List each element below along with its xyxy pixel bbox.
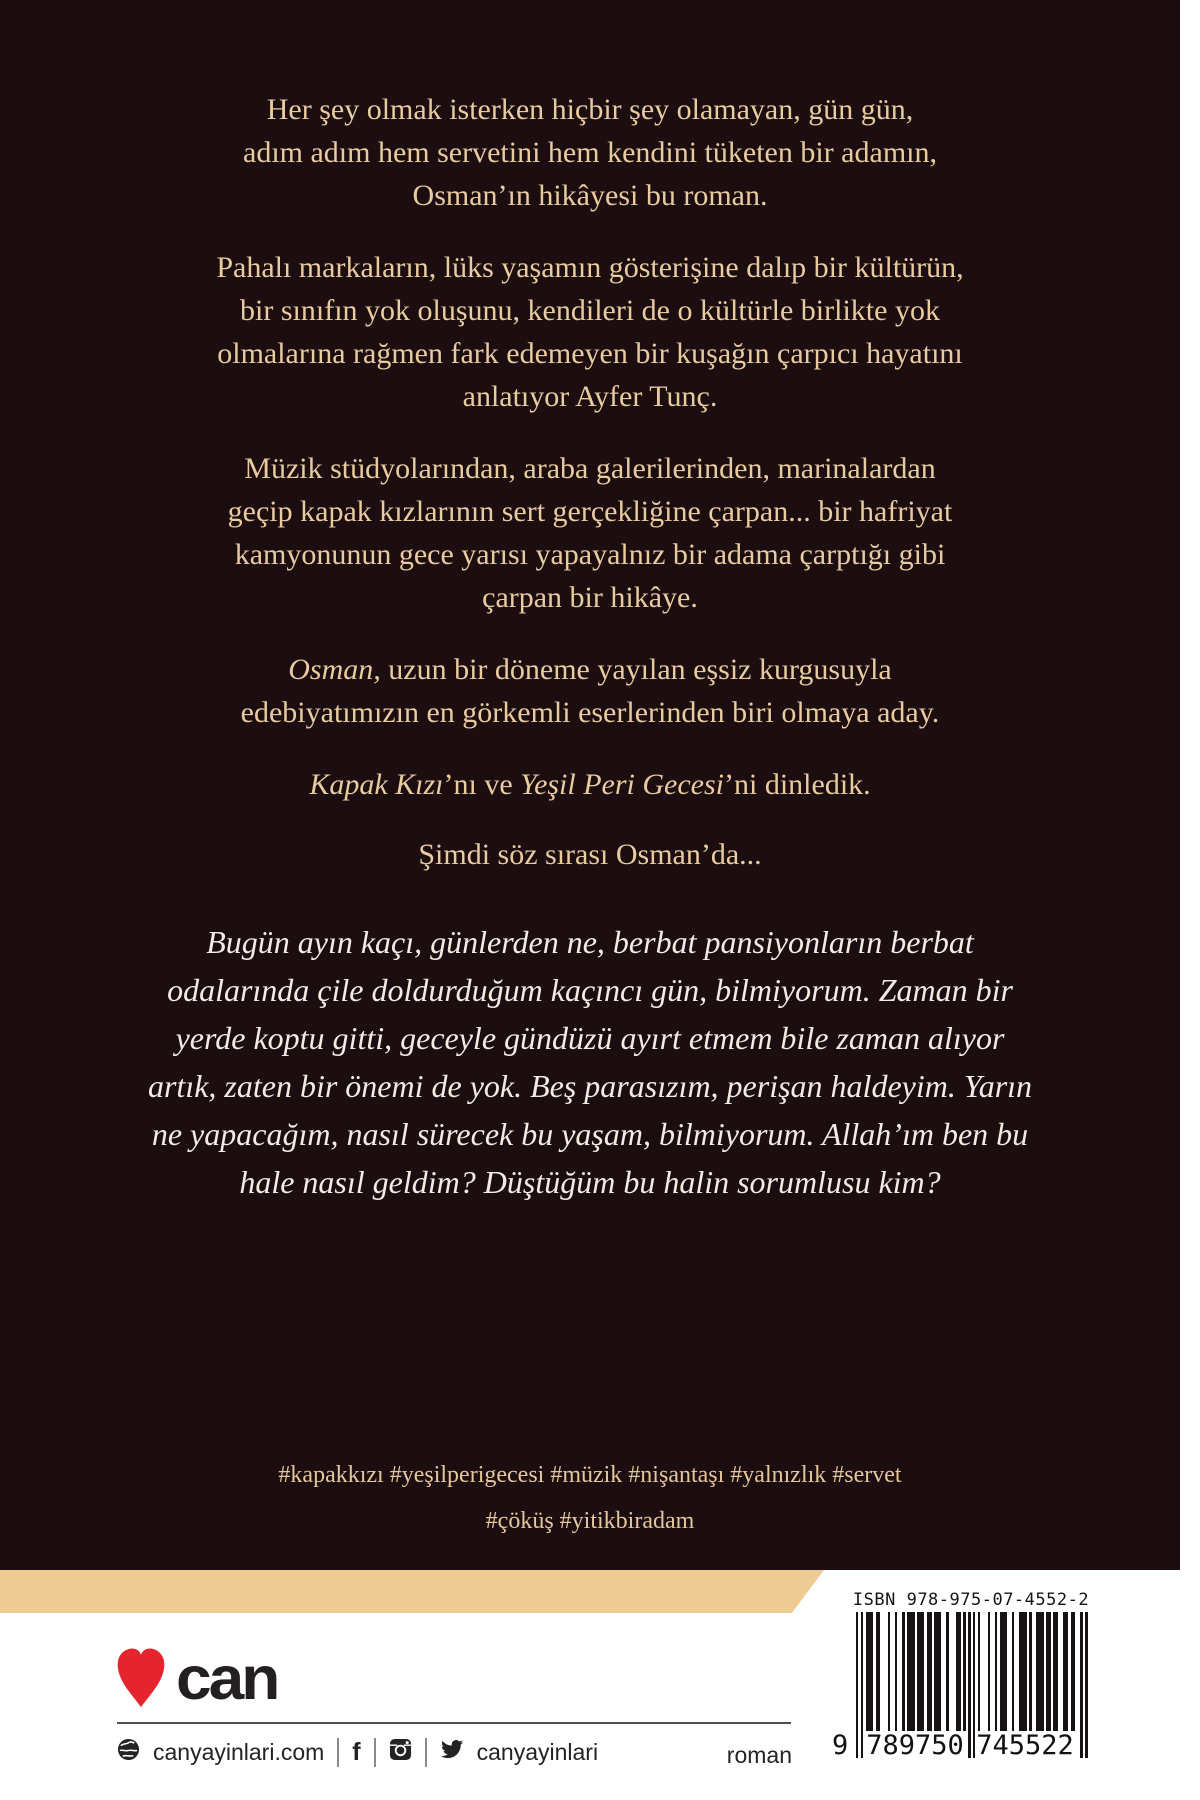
barcode-left-digits: 789750 (866, 1730, 964, 1761)
barcode (832, 1612, 1088, 1764)
barcode-right-digits: 745522 (976, 1730, 1074, 1761)
intro-line: Osman’ın hikâyesi bu roman. (412, 179, 768, 212)
now-line: Şimdi söz sırası Osman’da... (418, 838, 762, 871)
publisher-logo-text: can (176, 1643, 278, 1713)
culture-paragraph (85, 246, 1095, 418)
instagram-icon (389, 1738, 412, 1767)
music-line: kamyonunun gece yarısı yapayalnız bir adama çarptığı gibi (234, 538, 946, 571)
music-line: Müzik stüdyolarından, araba galerilerinden, marinalardan (244, 452, 936, 485)
listened-mid: ’nı ve (443, 768, 521, 801)
back-cover-text (85, 88, 1095, 1206)
social-handle: canyayinlari (476, 1738, 599, 1765)
hashtag-block (0, 1452, 1180, 1544)
publisher-logo (116, 1643, 278, 1713)
listened-line (85, 763, 1095, 806)
quote-line: ne yapacağım, nasıl sürecek bu yaşam, bilmiyorum. Allah’ım ben bu (151, 1116, 1029, 1152)
music-line: geçip kapak kızlarının sert gerçekliğine çarpan... bir hafriyat (227, 495, 953, 528)
praise-line: edebiyatımızın en görkemli eserlerinden biri olmaya aday. (240, 696, 940, 729)
culture-line: anlatıyor Ayfer Tunç. (462, 380, 718, 413)
intro-paragraph (85, 88, 1095, 217)
quote-excerpt (85, 918, 1095, 1206)
culture-line: olmalarına rağmen fark edemeyen bir kuşağın çarpıcı hayatını (217, 337, 963, 370)
globe-icon (117, 1738, 140, 1767)
barcode-module (1085, 1612, 1087, 1758)
book-title-osman: Osman, (288, 653, 381, 686)
tan-accent-band (0, 1570, 824, 1613)
praise-paragraph (85, 648, 1095, 734)
listened-end: ’ni dinledik. (724, 768, 871, 801)
praise-rest: uzun bir döneme yayılan eşsiz kurgusuyla (380, 653, 892, 686)
facebook-icon: f (352, 1737, 361, 1766)
heart-icon (116, 1647, 166, 1709)
intro-line: Her şey olmak isterken hiçbir şey olamayan, gün gün, (266, 93, 914, 126)
hashtag-line: #kapakkızı #yeşilperigecesi #müzik #nişantaşı #yalnızlık #servet (278, 1462, 902, 1488)
quote-line: artık, zaten bir önemi de yok. Beş parasızım, perişan haldeyim. Yarın (147, 1068, 1033, 1104)
website-url: canyayinlari.com (153, 1738, 325, 1765)
quote-line: odalarında çile doldurduğum kaçıncı gün, bilmiyorum. Zaman bir (167, 972, 1013, 1008)
culture-line: Pahalı markaların, lüks yaşamın gösterişine dalıp bir kültürün, (216, 251, 964, 284)
separator (425, 1738, 427, 1767)
quote-line: yerde koptu gitti, geceyle gündüzü ayırt etmem bile zaman alıyor (175, 1020, 1005, 1056)
isbn-label: ISBN 978-975-07-4552-2 (852, 1590, 1090, 1610)
twitter-icon (440, 1737, 464, 1767)
barcode-first-digit: 9 (832, 1730, 849, 1761)
hashtag-line: #çöküş #yitikbiradam (485, 1508, 695, 1534)
culture-line: bir sınıfın yok oluşunu, kendileri de o kültürle birlikte yok (240, 294, 940, 327)
book-title-yesil-peri: Yeşil Peri Gecesi (520, 768, 725, 801)
music-line: çarpan bir hikâye. (482, 581, 698, 614)
separator (374, 1738, 376, 1767)
book-title-kapak-kizi: Kapak Kızı (309, 768, 444, 801)
separator (337, 1738, 339, 1767)
intro-line: adım adım hem servetini hem kendini tüketen bir adamın, (243, 136, 937, 169)
quote-line: Bugün ayın kaçı, günlerden ne, berbat pansiyonların berbat (206, 924, 974, 960)
music-paragraph (85, 447, 1095, 619)
genre-label: roman (726, 1742, 792, 1768)
quote-line: hale nasıl geldim? Düştüğüm bu halin sorumlusu kim? (239, 1164, 941, 1200)
praise-line (85, 648, 1095, 691)
social-bar (117, 1737, 598, 1767)
footer-divider (117, 1722, 791, 1724)
